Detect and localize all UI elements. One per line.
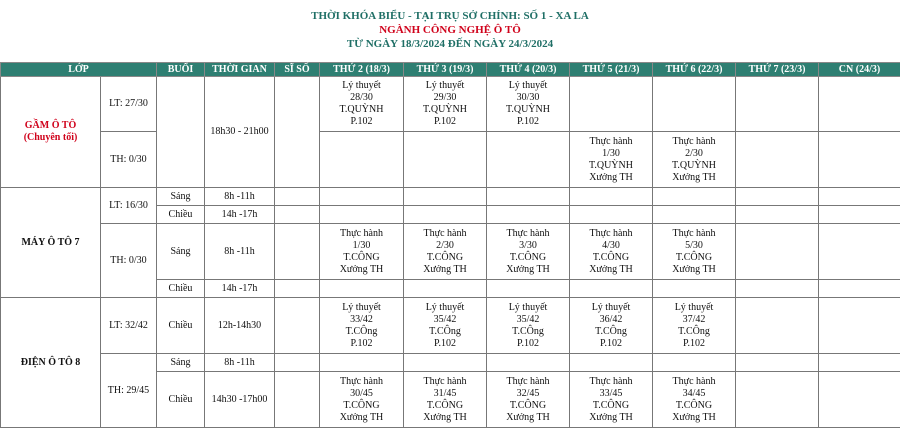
schedule-cell — [736, 280, 819, 298]
time-cell: 8h -11h — [205, 354, 275, 372]
cell-line: 2/30 — [436, 239, 454, 251]
col-thu2: THỨ 2 (18/3) — [320, 63, 404, 77]
cell-line: Xưởng TH — [672, 171, 716, 183]
schedule-cell — [487, 354, 570, 372]
siso-cell — [275, 298, 320, 354]
time-cell: 8h -11h — [205, 188, 275, 206]
cell-line: T.CÔng — [595, 325, 627, 337]
cell-line: Thực hành — [672, 135, 716, 147]
cell-line: 34/45 — [682, 387, 706, 399]
cell-line: P.102 — [350, 116, 373, 127]
cell-line: 29/30 — [433, 92, 457, 103]
cell-line: Xưởng TH — [672, 263, 716, 275]
schedule-cell — [320, 354, 404, 372]
cell-line: 1/30 — [352, 239, 371, 251]
cell-line: T.CÔNG — [675, 399, 713, 411]
schedule-cell — [570, 224, 653, 280]
cell-line: P.102 — [683, 337, 705, 349]
cell-line: Thực hành — [340, 375, 383, 387]
col-thu7: THỨ 7 (23/3) — [736, 63, 819, 77]
schedule-cell — [570, 77, 653, 132]
cell-line: Thực hành — [589, 135, 633, 147]
col-cn: CN (24/3) — [819, 63, 900, 77]
session-chieu: Chiều — [157, 206, 205, 224]
schedule-cell — [736, 206, 819, 224]
schedule-cell — [487, 298, 570, 354]
col-lop: LỚP — [1, 63, 157, 77]
session-sang: Sáng — [157, 188, 205, 206]
schedule-cell — [320, 77, 404, 132]
cell-line: T.QUỲNH — [423, 104, 467, 115]
time-cell: 18h30 - 21h00 — [205, 77, 275, 188]
col-thu6: THỨ 6 (22/3) — [653, 63, 736, 77]
schedule-cell — [570, 372, 653, 428]
cell-line: 33/45 — [599, 387, 623, 399]
schedule-title: THỜI KHÓA BIỂU - TẠI TRỤ SỞ CHÍNH: SỐ 1 - XA LA — [311, 10, 589, 22]
schedule-cell — [570, 206, 653, 224]
schedule-cell — [320, 372, 404, 428]
cell-line: T.CÔNG — [426, 399, 464, 411]
time-cell: 8h -11h — [205, 224, 275, 280]
schedule-cell — [819, 372, 900, 428]
cell-line: T.CÔNG — [592, 251, 630, 263]
cell-line: T.QUỲNH — [339, 104, 384, 115]
schedule-cell — [653, 132, 736, 188]
schedule-cell — [736, 188, 819, 206]
schedule-cell — [404, 206, 487, 224]
session-sang: Sáng — [157, 224, 205, 280]
schedule-cell — [819, 224, 900, 280]
schedule-cell — [487, 132, 570, 188]
schedule-cell — [570, 354, 653, 372]
schedule-cell — [736, 132, 819, 188]
schedule-cell — [570, 298, 653, 354]
schedule-cell — [487, 224, 570, 280]
cell-line: 1/30 — [602, 147, 620, 159]
cell-line: P.102 — [434, 337, 456, 349]
schedule-cell — [487, 280, 570, 298]
cell-line: Lý thuyết — [508, 301, 548, 313]
schedule-cell — [570, 132, 653, 188]
schedule-cell — [570, 280, 653, 298]
cell-line: T.QUỲNH — [506, 104, 550, 115]
schedule-cell — [736, 298, 819, 354]
time-cell: 14h -17h — [205, 206, 275, 224]
cell-line: Xưởng TH — [506, 411, 550, 423]
time-cell: 14h -17h — [205, 280, 275, 298]
cell-line: 30/45 — [350, 387, 373, 399]
col-thu3: THỨ 3 (19/3) — [404, 63, 487, 77]
cell-line: 35/42 — [516, 313, 540, 325]
siso-cell — [275, 224, 320, 280]
cell-line: 2/30 — [685, 147, 703, 159]
cell-line: 5/30 — [685, 239, 703, 251]
schedule-cell — [320, 298, 404, 354]
col-siso: SĨ SỐ — [275, 63, 320, 77]
cell-line: Xưởng TH — [589, 411, 633, 423]
cell-line: Thực hành — [340, 227, 383, 239]
cell-line: T.QUỲNH — [589, 159, 633, 171]
schedule-header — [0, 0, 900, 60]
schedule-cell — [570, 188, 653, 206]
cell-line: 33/42 — [350, 313, 373, 325]
cell-line: 4/30 — [602, 239, 620, 251]
cell-line: Xưởng TH — [423, 411, 467, 423]
schedule-cell — [404, 372, 487, 428]
siso-cell — [275, 188, 320, 206]
cell-line: Xưởng TH — [672, 411, 716, 423]
major-title: NGÀNH CÔNG NGHỆ Ô TÔ — [379, 24, 521, 36]
cell-line: 32/45 — [516, 387, 540, 399]
table-row — [1, 298, 900, 354]
cell-line: Lý thuyết — [591, 301, 631, 313]
schedule-cell — [653, 77, 736, 132]
schedule-cell — [487, 206, 570, 224]
cell-line: Thực hành — [423, 227, 467, 239]
schedule-cell — [320, 188, 404, 206]
timetable — [0, 62, 900, 428]
cell-line: P.102 — [517, 116, 539, 127]
cell-line: T.CÔNG — [509, 251, 547, 263]
siso-cell — [275, 206, 320, 224]
schedule-cell — [819, 354, 900, 372]
date-range: TỪ NGÀY 18/3/2024 ĐẾN NGÀY 24/3/2024 — [346, 38, 554, 50]
schedule-cell — [653, 354, 736, 372]
schedule-cell — [736, 77, 819, 132]
cell-line: T.CÔNG — [343, 399, 380, 411]
enrollment-lt: LT: 32/42 — [101, 298, 157, 354]
cell-line: T.CÔng — [429, 325, 461, 337]
table-row — [1, 77, 900, 132]
cell-line: T.CÔNG — [426, 251, 464, 263]
schedule-cell — [819, 77, 900, 132]
schedule-cell — [653, 298, 736, 354]
siso-cell — [275, 77, 320, 188]
schedule-cell — [320, 224, 404, 280]
cell-line: 37/42 — [682, 313, 706, 325]
cell-line: T.CÔNG — [592, 399, 630, 411]
schedule-cell — [736, 354, 819, 372]
schedule-cell — [404, 77, 487, 132]
cell-line: 30/30 — [516, 92, 540, 103]
cell-line: Thực hành — [589, 375, 633, 387]
schedule-cell — [404, 188, 487, 206]
cell-line: P.102 — [350, 337, 373, 349]
schedule-cell — [653, 372, 736, 428]
cell-line: 3/30 — [519, 239, 537, 251]
cell-line: Thực hành — [423, 375, 467, 387]
time-cell: 12h-14h30 — [205, 298, 275, 354]
class-may: MÁY Ô TÔ 7 — [1, 188, 101, 298]
schedule-cell — [819, 132, 900, 188]
schedule-cell — [819, 280, 900, 298]
cell-line: Thực hành — [506, 375, 550, 387]
col-thu5: THỨ 5 (21/3) — [570, 63, 653, 77]
cell-line: T.CÔNG — [509, 399, 547, 411]
cell-line: Xưởng TH — [589, 263, 633, 275]
schedule-cell — [487, 372, 570, 428]
cell-line: Lý thuyết — [342, 301, 381, 313]
cell-line: Thực hành — [589, 227, 633, 239]
cell-line: Xưởng TH — [423, 263, 467, 275]
schedule-cell — [736, 224, 819, 280]
siso-cell — [275, 354, 320, 372]
session-chieu: Chiều — [157, 280, 205, 298]
cell-line: Lý thuyết — [674, 301, 714, 313]
header-row — [1, 63, 900, 77]
schedule-cell — [653, 206, 736, 224]
cell-line: Lý thuyết — [508, 80, 548, 91]
cell-line: P.102 — [517, 337, 539, 349]
enrollment-lt: LT: 27/30 — [101, 77, 157, 132]
schedule-cell — [404, 132, 487, 188]
cell-line: 35/42 — [433, 313, 457, 325]
enrollment-th: TH: 0/30 — [101, 132, 157, 188]
table-row — [1, 354, 900, 372]
cell-line: Lý thuyết — [425, 301, 465, 313]
cell-line: Lý thuyết — [425, 80, 465, 91]
schedule-cell — [653, 188, 736, 206]
cell-line: Xưởng TH — [339, 411, 384, 423]
schedule-cell — [404, 354, 487, 372]
schedule-cell — [320, 132, 404, 188]
cell-line: T.CÔng — [345, 325, 378, 337]
schedule-cell — [487, 188, 570, 206]
class-dien: ĐIỆN Ô TÔ 8 — [1, 298, 101, 428]
session-chieu: Chiều — [157, 298, 205, 354]
time-cell: 14h30 -17h00 — [205, 372, 275, 428]
cell-line: 31/45 — [433, 387, 457, 399]
cell-line: Thực hành — [506, 227, 550, 239]
schedule-cell — [404, 224, 487, 280]
session-cell — [157, 77, 205, 188]
class-name: GẦM Ô TÔ — [24, 120, 77, 131]
cell-line: Xưởng TH — [506, 263, 550, 275]
cell-line: T.CÔng — [678, 325, 710, 337]
schedule-cell — [320, 206, 404, 224]
session-chieu: Chiều — [157, 372, 205, 428]
cell-line: P.102 — [600, 337, 622, 349]
col-buoi: BUỔI — [157, 63, 205, 77]
enrollment-lt: LT: 16/30 — [101, 188, 157, 224]
cell-line: Lý thuyết — [342, 80, 381, 91]
cell-line: Xưởng TH — [339, 263, 384, 275]
siso-cell — [275, 280, 320, 298]
schedule-cell — [320, 280, 404, 298]
cell-line: T.QUỲNH — [672, 159, 716, 171]
enrollment-th: TH: 0/30 — [101, 224, 157, 298]
cell-line: 28/30 — [350, 92, 373, 103]
cell-line: Xưởng TH — [589, 171, 633, 183]
class-gam — [1, 77, 101, 188]
col-thoigian: THỜI GIAN — [205, 63, 275, 77]
cell-line: Thực hành — [672, 227, 716, 239]
cell-line: T.CÔng — [512, 325, 544, 337]
enrollment-th: TH: 29/45 — [101, 354, 157, 428]
cell-line: T.CÔNG — [343, 251, 380, 263]
table-row — [1, 132, 900, 188]
schedule-cell — [819, 298, 900, 354]
schedule-cell — [819, 206, 900, 224]
table-row — [1, 224, 900, 280]
table-row — [1, 188, 900, 206]
cell-line: 36/42 — [599, 313, 623, 325]
schedule-cell — [404, 298, 487, 354]
siso-cell — [275, 372, 320, 428]
col-thu4: THỨ 4 (20/3) — [487, 63, 570, 77]
schedule-cell — [653, 224, 736, 280]
schedule-cell — [653, 280, 736, 298]
cell-line: Thực hành — [672, 375, 716, 387]
schedule-cell — [819, 188, 900, 206]
schedule-cell — [487, 77, 570, 132]
class-note: (Chuyên tối) — [23, 132, 78, 143]
cell-line: T.CÔNG — [675, 251, 713, 263]
cell-line: P.102 — [434, 116, 456, 127]
schedule-cell — [736, 372, 819, 428]
schedule-cell — [404, 280, 487, 298]
session-sang: Sáng — [157, 354, 205, 372]
